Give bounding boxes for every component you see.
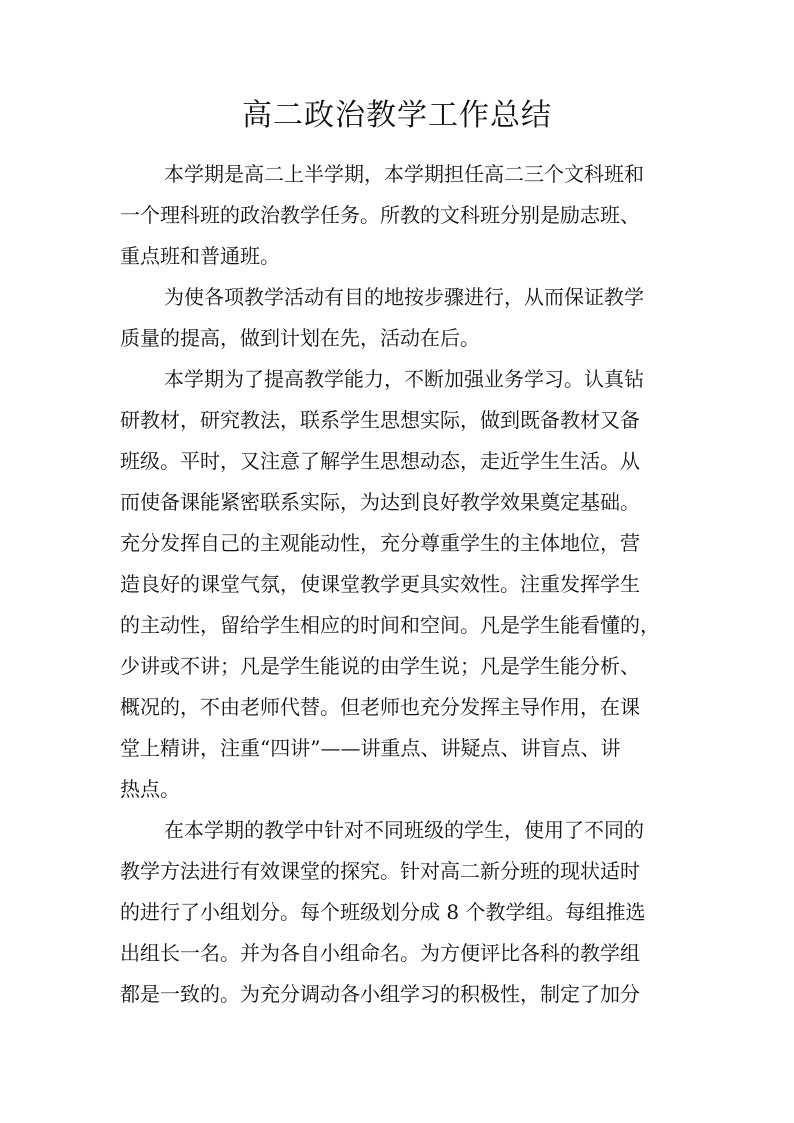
paragraph-line: 在本学期的教学中针对不同班级的学生，使用了不同的 [164, 818, 644, 842]
paragraph-line: 班级。平时，又注意了解学生思想动态，走近学生生活。从 [120, 449, 640, 473]
paragraph-2 [120, 277, 680, 359]
paragraph-line: 为使各项教学活动有目的地按步骤进行，从而保证教学 [164, 285, 644, 309]
paragraph-line: 少讲或不讲；凡是学生能说的由学生说；凡是学生能分析、 [120, 654, 640, 678]
paragraph-line: 充分发挥自己的主观能动性，充分尊重学生的主体地位，营 [120, 531, 640, 555]
paragraph-4 [120, 810, 680, 1015]
paragraph-line: 的进行了小组划分。每个班级划分成 8 个教学组。每组推选 [120, 900, 646, 924]
paragraph-line: 堂上精讲，注重“四讲”——讲重点、讲疑点、讲盲点、讲 [120, 736, 621, 760]
paragraph-1 [120, 154, 680, 277]
paragraph-line: 概况的，不由老师代替。但老师也充分发挥主导作用，在课 [120, 695, 640, 719]
document-body [120, 154, 680, 1015]
paragraph-line: 的主动性，留给学生相应的时间和空间。凡是学生能看懂的， [120, 613, 660, 637]
paragraph-3 [120, 359, 680, 810]
paragraph-line: 质量的提高，做到计划在先，活动在后。 [120, 326, 480, 350]
paragraph-line: 研教材，研究教法，联系学生思想实际，做到既备教材又备 [120, 408, 640, 432]
paragraph-line: 而使备课能紧密联系实际，为达到良好教学效果奠定基础。 [120, 490, 640, 514]
paragraph-line: 出组长一名。并为各自小组命名。为方便评比各科的教学组 [120, 941, 640, 965]
document-title: 高二政治教学工作总结 [242, 98, 552, 133]
paragraph-line: 一个理科班的政治教学任务。所教的文科班分别是励志班、 [120, 203, 640, 227]
paragraph-line: 本学期是高二上半学期，本学期担任高二三个文科班和 [164, 162, 644, 186]
paragraph-line: 造良好的课堂气氛，使课堂教学更具实效性。注重发挥学生 [120, 572, 640, 596]
paragraph-line: 重点班和普通班。 [120, 244, 280, 268]
paragraph-line: 本学期为了提高教学能力，不断加强业务学习。认真钻 [164, 367, 644, 391]
paragraph-line: 都是一致的。为充分调动各小组学习的积极性，制定了加分 [120, 982, 640, 1006]
paragraph-line: 热点。 [120, 777, 180, 801]
paragraph-line: 教学方法进行有效课堂的探究。针对高二新分班的现状适时 [120, 859, 640, 883]
